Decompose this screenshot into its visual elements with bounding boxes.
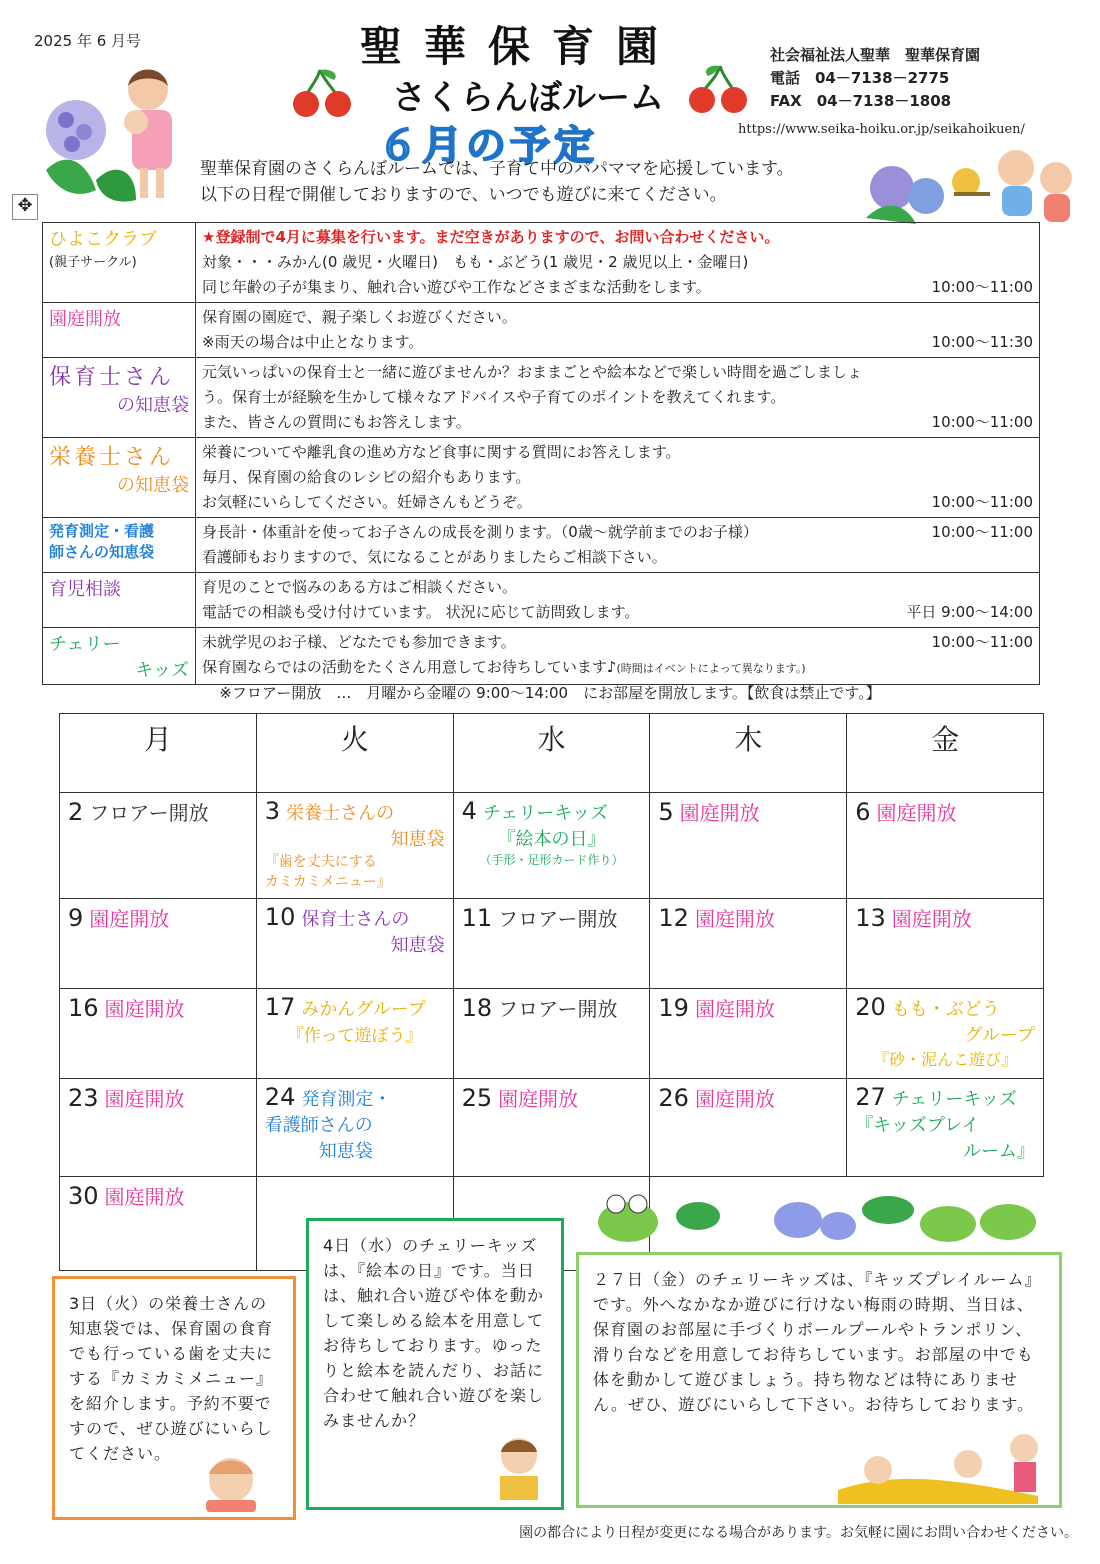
calendar-day-19 bbox=[650, 989, 847, 1079]
program-line: 身長計・体重計を使ってお子さんの成長を測ります。（0歳～就学前までのお子様） bbox=[202, 523, 758, 541]
day-event-2: 『キッズプレイ bbox=[855, 1115, 980, 1136]
program-label-cell bbox=[43, 358, 196, 438]
day-event: フロアー開放 bbox=[498, 907, 618, 931]
day-event: 保育士さんの bbox=[301, 909, 410, 930]
day-event-sub: （手形・足形カード作り） bbox=[479, 853, 624, 867]
weekday-mon: 月 bbox=[60, 714, 257, 793]
program-sublabel: (親子サークル) bbox=[49, 255, 137, 270]
calendar-day-2 bbox=[60, 793, 257, 899]
org-name: 社会福祉法人聖華 聖華保育園 bbox=[770, 46, 981, 64]
day-number: 10 bbox=[264, 903, 296, 931]
day-event: 園庭開放 bbox=[679, 801, 760, 825]
day-event-sub: 『歯を丈夫にする bbox=[264, 854, 377, 870]
calendar-day-27 bbox=[847, 1079, 1044, 1177]
calendar-header-row bbox=[60, 714, 1044, 793]
day-number: 6 bbox=[855, 798, 871, 826]
program-line: 元気いっぱいの保育士と一緒に遊びませんか？おままごとや絵本などで楽しい時間を過ごしましょ bbox=[202, 363, 863, 381]
calendar-week-4 bbox=[60, 1079, 1044, 1177]
day-event: フロアー開放 bbox=[498, 997, 618, 1021]
program-row-nutritionist bbox=[43, 438, 1040, 518]
day-number: 9 bbox=[68, 904, 84, 932]
day-event-2: グループ bbox=[964, 1025, 1035, 1046]
program-detail-cell bbox=[196, 518, 1040, 573]
tel-number: 電話 04－7138－2775 bbox=[770, 69, 950, 87]
day-event: 園庭開放 bbox=[498, 1087, 579, 1111]
program-label-cell bbox=[43, 628, 196, 685]
program-time: 10:00～11:00 bbox=[931, 523, 1033, 541]
weekday-wed: 水 bbox=[453, 714, 650, 793]
day-number: 30 bbox=[68, 1182, 99, 1210]
day-event: 発育測定・ bbox=[301, 1089, 392, 1110]
nursery-title: 聖華保育園 bbox=[360, 22, 681, 71]
day-number: 5 bbox=[658, 798, 674, 826]
calendar-day-26 bbox=[650, 1079, 847, 1177]
calendar-day-20 bbox=[847, 989, 1044, 1079]
children-snail-illustration bbox=[866, 138, 1078, 228]
program-detail-cell bbox=[196, 303, 1040, 358]
day-number: 23 bbox=[68, 1084, 99, 1112]
calendar-day-24 bbox=[256, 1079, 453, 1177]
program-detail-cell bbox=[196, 358, 1040, 438]
program-label-cell bbox=[43, 518, 196, 573]
website-url[interactable]: https://www.seika-hoiku.or.jp/seikahoikuen/ bbox=[738, 122, 1025, 137]
day-event-sub: 『砂・泥んこ遊び』 bbox=[873, 1050, 1018, 1069]
day-number: 12 bbox=[658, 904, 689, 932]
program-line: 保育園の園庭で、親子楽しくお遊びください。 bbox=[202, 308, 517, 326]
program-line: 保育園ならではの活動をたくさん用意してお待ちしています♪ bbox=[202, 658, 617, 676]
program-sublabel: 師さんの知恵袋 bbox=[49, 543, 155, 561]
day-event: チェリーキッズ bbox=[482, 803, 608, 824]
room-title: さくらんぼルーム bbox=[392, 78, 664, 118]
eating-child-illustration bbox=[196, 1454, 266, 1518]
program-time: 10:00～11:00 bbox=[931, 278, 1033, 296]
day-event-sub-2: カミカミメニュー』 bbox=[264, 874, 391, 890]
program-sublabel: キッズ bbox=[135, 660, 189, 681]
day-number: 3 bbox=[264, 797, 281, 825]
calendar-day-3 bbox=[256, 793, 453, 899]
calendar-day-6 bbox=[847, 793, 1044, 899]
day-event: フロアー開放 bbox=[89, 801, 209, 825]
floor-open-note: ※フロアー開放 … 月曜から金曜の 9:00～14:00 にお部屋を開放します。【飲食は禁止です。】 bbox=[219, 684, 881, 702]
program-detail-cell bbox=[196, 573, 1040, 628]
calendar-day-17 bbox=[256, 989, 453, 1079]
calendar-day-30 bbox=[60, 1177, 257, 1271]
day-number: 25 bbox=[461, 1084, 493, 1112]
month-title: ６月の予定 bbox=[378, 123, 598, 169]
kids-playroom-info-box: ２７日（金）のチェリーキッズは、『キッズプレイルーム』です。外へなかなか遊びに行けない梅雨の時期、当日は、保育園のお部屋に手づくりボールプールやトランポリン、滑り台などを用意してお待ちしています。お部屋の中でも体を動かして遊びましょう。持ち物などは特にありません。ぜひ、遊びにいらして下さい。お待ちしております。 bbox=[576, 1252, 1062, 1508]
day-event: みかんグループ bbox=[301, 999, 426, 1020]
calendar-day-10 bbox=[256, 899, 453, 989]
calendar-day-23 bbox=[60, 1079, 257, 1177]
frog-illustration bbox=[588, 1182, 1048, 1250]
day-event-2: 『絵本の日』 bbox=[497, 829, 606, 850]
program-row-growth bbox=[43, 518, 1040, 573]
day-number: 19 bbox=[658, 994, 689, 1022]
day-event: チェリーキッズ bbox=[891, 1089, 1017, 1110]
calendar-day-16 bbox=[60, 989, 257, 1079]
program-row-hiyoko bbox=[43, 223, 1040, 303]
program-time: 10:00～11:00 bbox=[931, 413, 1033, 431]
intro-line-2: 以下の日程で開催しておりますので、いつでも遊びに来てください。 bbox=[200, 185, 727, 205]
nutritionist-info-box: 3日（火）の栄養士さんの知恵袋では、保育園の食育でも行っている歯を丈夫にする『カミカミメニュー』を紹介します。予約不要ですので、ぜひ遊びにいらしてください。 bbox=[52, 1276, 296, 1520]
program-label: ひよこクラブ bbox=[49, 229, 157, 250]
day-number: 2 bbox=[68, 798, 84, 826]
program-label: 園庭開放 bbox=[49, 309, 121, 330]
day-number: 27 bbox=[855, 1083, 886, 1111]
calendar-day-4 bbox=[453, 793, 650, 899]
program-line: お気軽にいらしてください。妊婦さんもどうぞ。 bbox=[202, 493, 532, 511]
weekday-fri: 金 bbox=[847, 714, 1044, 793]
program-line: 育児のことで悩みのある方はご相談ください。 bbox=[202, 578, 518, 596]
day-number: 16 bbox=[68, 994, 99, 1022]
day-number: 26 bbox=[658, 1084, 689, 1112]
day-event: 園庭開放 bbox=[694, 1087, 775, 1111]
day-number: 11 bbox=[461, 904, 493, 932]
program-label: 保育士さん bbox=[49, 365, 175, 390]
program-sublabel: の知恵袋 bbox=[117, 395, 189, 416]
program-time: 平日 9:00～14:00 bbox=[906, 603, 1033, 621]
program-line: 栄養についてや離乳食の進め方など食事に関する質問にお答えします。 bbox=[202, 443, 681, 461]
program-label: 発育測定・看護 bbox=[49, 522, 155, 540]
day-event-2: 『作って遊ぼう』 bbox=[286, 1026, 423, 1046]
day-event: 園庭開放 bbox=[876, 801, 957, 825]
day-event: 園庭開放 bbox=[104, 1087, 185, 1111]
issue-date: 2025 年 6 月号 bbox=[34, 32, 142, 50]
calendar-day-9 bbox=[60, 899, 257, 989]
intro-text bbox=[200, 156, 794, 208]
program-label-cell bbox=[43, 223, 196, 303]
day-event-3: ルーム』 bbox=[963, 1141, 1035, 1162]
fax-number: FAX 04－7138－1808 bbox=[770, 92, 952, 110]
program-sublabel: の知恵袋 bbox=[117, 475, 189, 496]
program-row-consult bbox=[43, 573, 1040, 628]
calendar-day-18 bbox=[453, 989, 650, 1079]
program-row-teacher bbox=[43, 358, 1040, 438]
weekday-tue: 火 bbox=[256, 714, 453, 793]
weekday-thu: 木 bbox=[650, 714, 847, 793]
program-note: (時間はイベントによって異なります。) bbox=[616, 662, 806, 675]
table-move-handle-icon[interactable]: ✥ bbox=[12, 194, 38, 220]
program-line: 看護師もおりますので、気になることがありましたらご相談下さい。 bbox=[202, 548, 667, 566]
picture-book-info-box: 4日（水）のチェリーキッズは、『絵本の日』です。当日は、触れ合い遊びや体を動かして楽しめる絵本を用意してお待ちしております。ゆったりと絵本を読んだり、お話に合わせて触れ合い遊びを楽しみませんか？ bbox=[306, 1218, 564, 1510]
footer-note: 園の都合により日程が変更になる場合があります。お気軽に園にお問い合わせください。 bbox=[519, 1525, 1078, 1541]
day-event: 園庭開放 bbox=[694, 907, 775, 931]
intro-line-1: 聖華保育園のさくらんぼルームでは、子育て中のパパママを応援しています。 bbox=[200, 159, 794, 179]
cherry-icon-left bbox=[290, 66, 360, 124]
day-event: 園庭開放 bbox=[104, 997, 185, 1021]
program-row-garden bbox=[43, 303, 1040, 358]
day-number: 17 bbox=[264, 993, 296, 1021]
program-detail-cell bbox=[196, 628, 1040, 685]
program-time: 10:00～11:00 bbox=[931, 493, 1033, 511]
day-event: 園庭開放 bbox=[104, 1185, 185, 1209]
day-event-2: 知恵袋 bbox=[390, 935, 445, 956]
org-info bbox=[770, 44, 980, 113]
program-time: 10:00～11:00 bbox=[931, 633, 1033, 651]
program-line: ※雨天の場合は中止となります。 bbox=[202, 333, 424, 351]
day-event-3: 知恵袋 bbox=[318, 1141, 373, 1162]
day-event: もも・ぶどう bbox=[891, 999, 1000, 1020]
program-time: 10:00～11:30 bbox=[931, 333, 1033, 351]
day-event-2: 看護師さんの bbox=[264, 1115, 373, 1136]
calendar-week-2 bbox=[60, 899, 1044, 989]
day-number: 18 bbox=[461, 994, 493, 1022]
program-line: また、皆さんの質問にもお答えします。 bbox=[202, 413, 471, 431]
program-line: ★登録制で4月に募集を行います。まだ空きがありますので、お問い合わせください。 bbox=[202, 228, 780, 246]
calendar-day-11 bbox=[453, 899, 650, 989]
program-detail-cell bbox=[196, 223, 1040, 303]
playing-children-illustration bbox=[838, 1430, 1048, 1508]
program-line: 電話での相談も受け付けています。 状況に応じて訪問致します。 bbox=[202, 603, 640, 621]
calendar-day-5 bbox=[650, 793, 847, 899]
program-line: う。保育士が経験を生かして様々なアドバイスや子育てのポイントを教えてくれます。 bbox=[202, 388, 786, 406]
program-line: 対象・・・みかん(0 歳児・火曜日) もも・ぶどう(1 歳児・2 歳児以上・金曜日) bbox=[202, 253, 749, 271]
program-table bbox=[42, 222, 1040, 685]
program-line: 毎月、保育園の給食のレシピの紹介もあります。 bbox=[202, 468, 531, 486]
cherry-icon-right bbox=[680, 62, 750, 120]
program-detail-cell bbox=[196, 438, 1040, 518]
program-label-cell bbox=[43, 438, 196, 518]
program-line: 同じ年齢の子が集まり、触れ合い遊びや工作などさまざまな活動をします。 bbox=[202, 278, 711, 296]
calendar-day-12 bbox=[650, 899, 847, 989]
program-label-cell bbox=[43, 573, 196, 628]
day-event: 栄養士さんの bbox=[286, 803, 395, 824]
day-event: 園庭開放 bbox=[694, 997, 775, 1021]
day-event: 園庭開放 bbox=[89, 907, 170, 931]
program-label: 育児相談 bbox=[49, 579, 121, 600]
day-number: 13 bbox=[855, 904, 886, 932]
day-event-2: 知恵袋 bbox=[390, 829, 445, 850]
hydrangea-mother-illustration bbox=[36, 60, 196, 214]
day-event: 園庭開放 bbox=[891, 907, 972, 931]
reading-child-illustration bbox=[484, 1434, 554, 1508]
calendar-day-13 bbox=[847, 899, 1044, 989]
day-number: 4 bbox=[461, 797, 477, 825]
calendar-week-1 bbox=[60, 793, 1044, 899]
program-label: 栄養士さん bbox=[49, 445, 175, 470]
day-number: 20 bbox=[855, 993, 886, 1021]
program-label: チェリー bbox=[49, 634, 121, 655]
program-row-cherry-kids bbox=[43, 628, 1040, 685]
calendar-day-25 bbox=[453, 1079, 650, 1177]
calendar-week-3 bbox=[60, 989, 1044, 1079]
program-line: 未就学児のお子様、どなたでも参加できます。 bbox=[202, 633, 516, 651]
program-label-cell bbox=[43, 303, 196, 358]
day-number: 24 bbox=[264, 1083, 296, 1111]
